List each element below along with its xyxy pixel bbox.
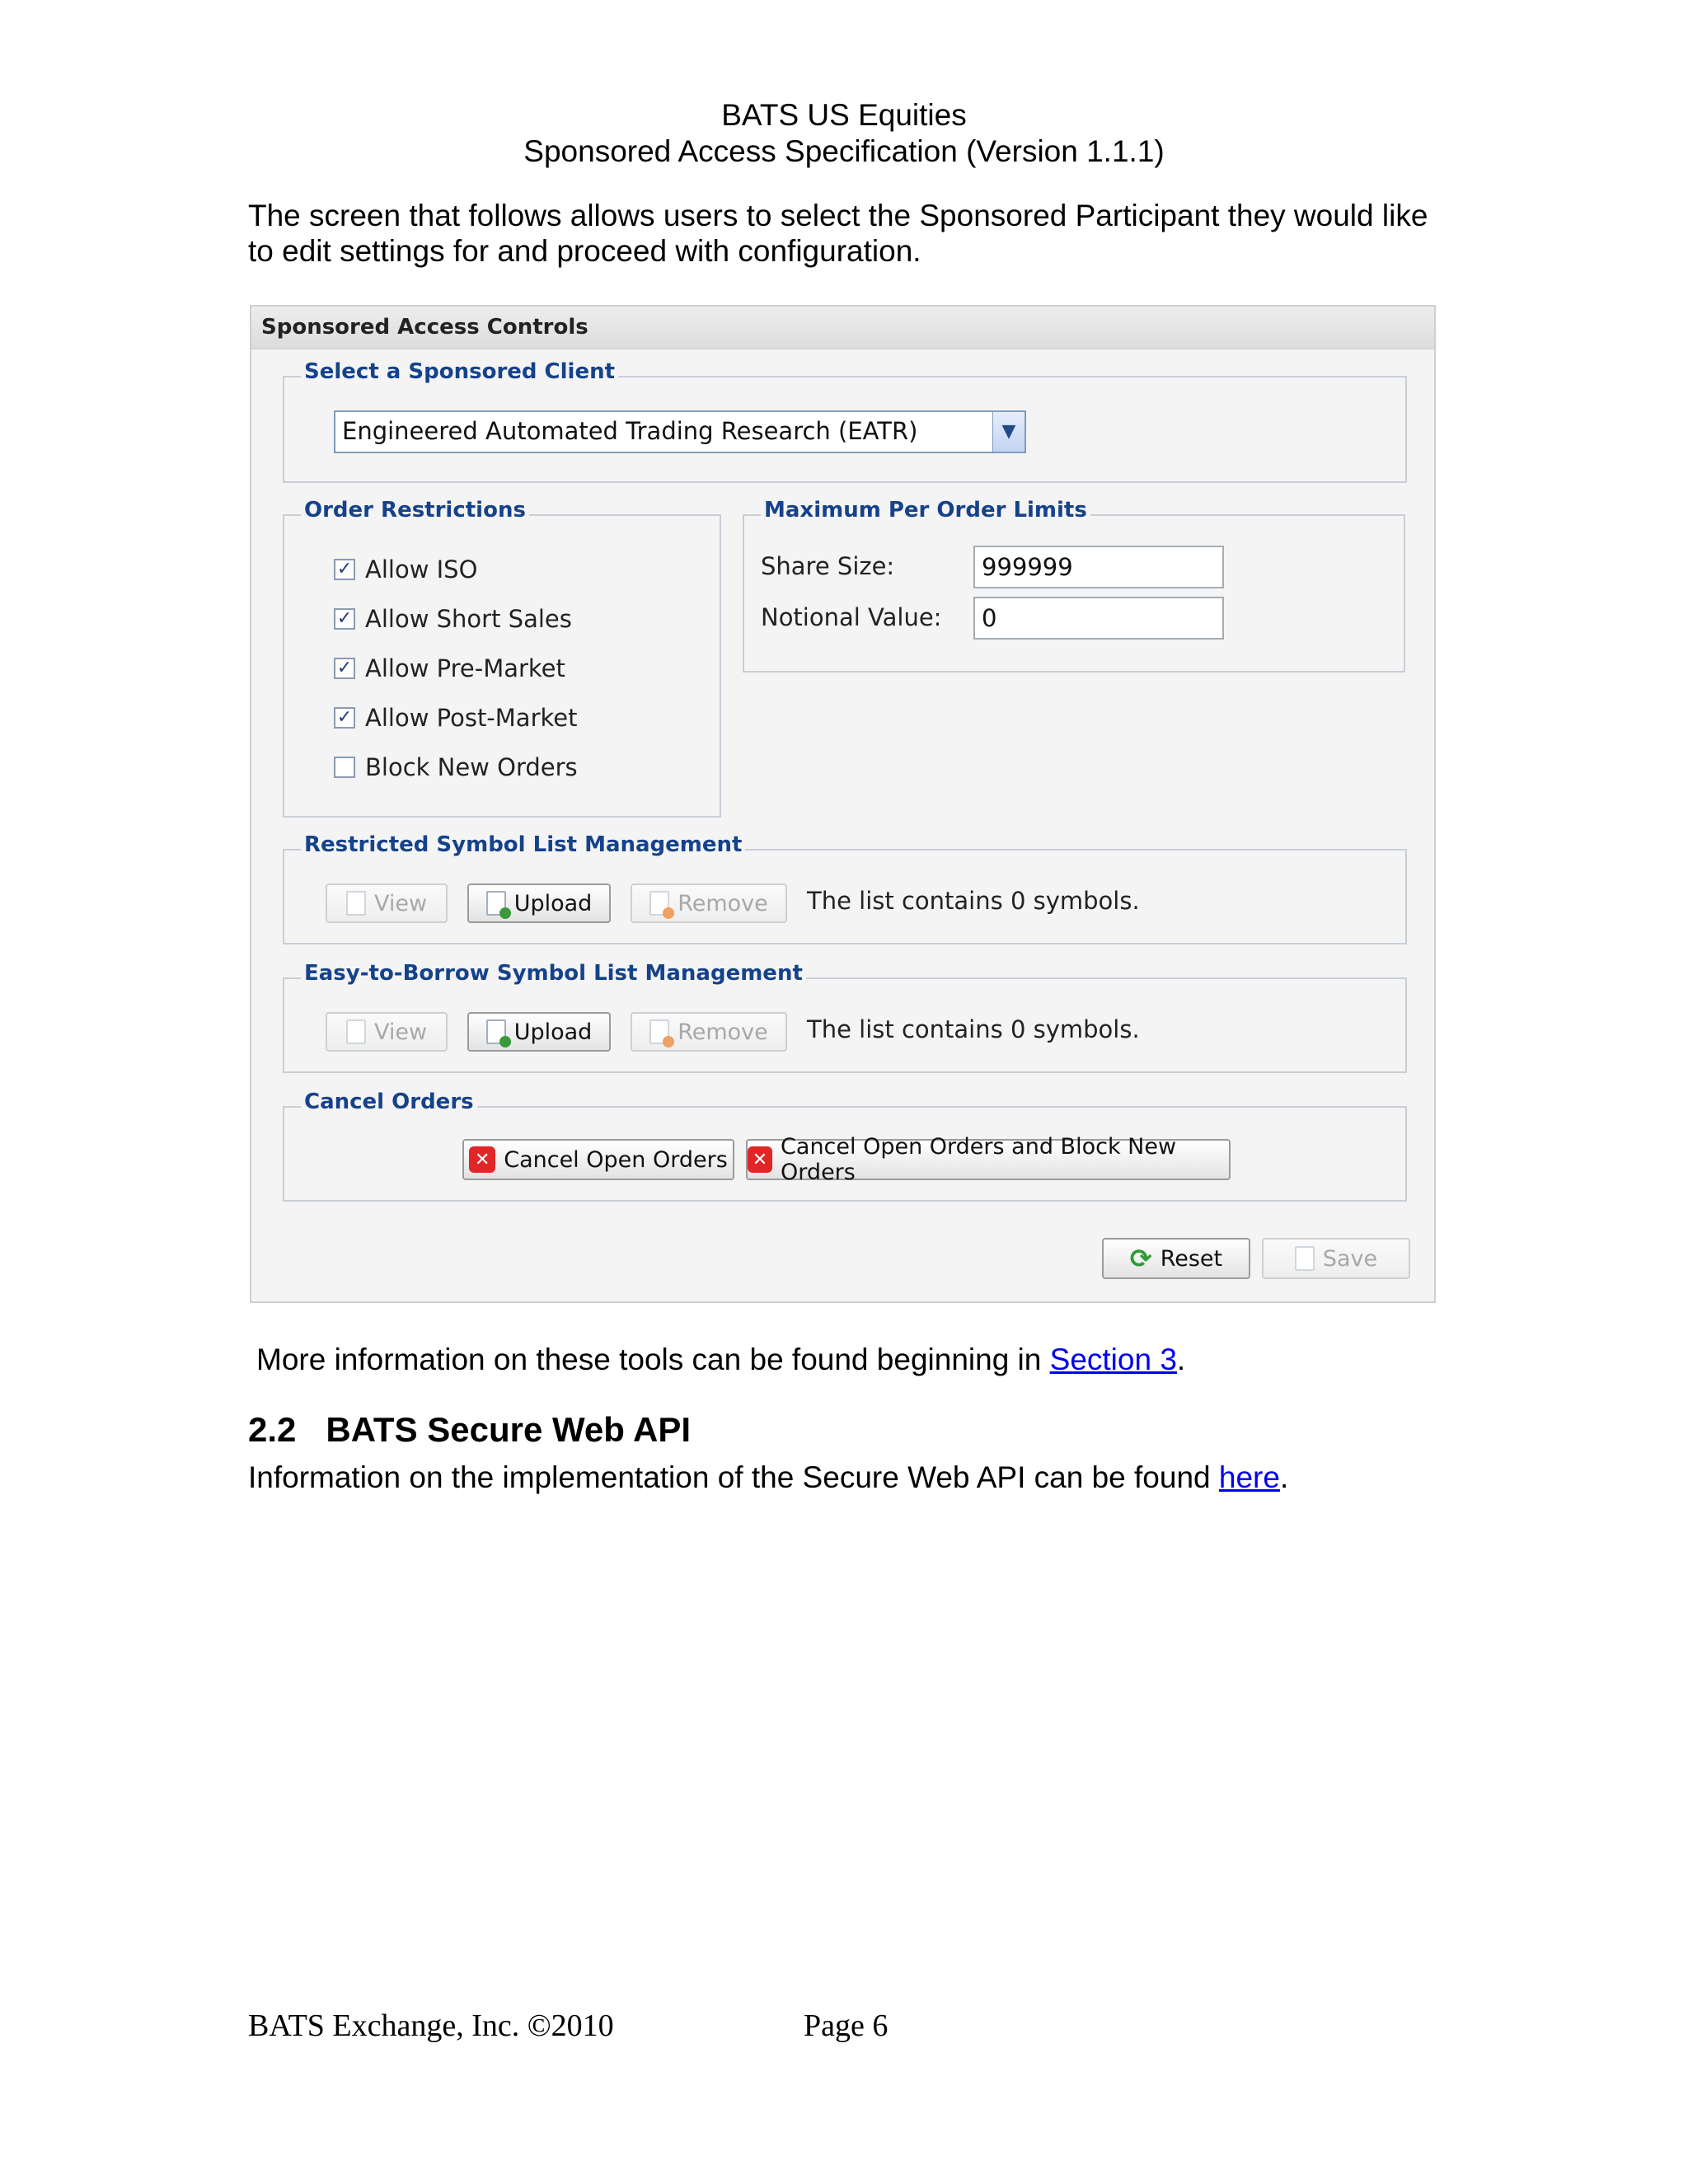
share-size-label: Share Size: [761, 552, 895, 580]
restricted-view-label: View [373, 890, 428, 916]
save-icon [1295, 1246, 1315, 1271]
more-info-paragraph [256, 1342, 1185, 1378]
footer-company: BATS Exchange, Inc. ©2010 [248, 2008, 614, 2043]
restricted-view-button[interactable] [326, 883, 448, 923]
allow-iso-label: Allow ISO [365, 555, 478, 583]
restricted-list-legend: Restricted Symbol List Management [301, 832, 745, 857]
section-paragraph [248, 1460, 1288, 1496]
block-new-orders-label: Block New Orders [365, 753, 578, 781]
limits-group [743, 498, 1405, 673]
etb-remove-label: Remove [678, 1019, 768, 1045]
sponsored-access-panel [250, 305, 1436, 1303]
order-restrictions-group [283, 498, 721, 818]
cancel-open-orders-button[interactable] [462, 1139, 734, 1180]
section-title: BATS Secure Web API [326, 1410, 692, 1449]
section-number: 2.2 [248, 1410, 297, 1449]
etb-upload-button[interactable] [467, 1012, 611, 1052]
view-doc-icon [346, 1019, 366, 1044]
allow-pre-market-label: Allow Pre-Market [365, 654, 565, 682]
intro-line-2: to edit settings for and proceed with configuration. [248, 234, 921, 268]
cancel-orders-group [283, 1090, 1407, 1202]
save-label: Save [1322, 1245, 1378, 1272]
notional-value-input[interactable]: 0 [973, 597, 1224, 640]
cancel-and-block-button[interactable] [746, 1134, 1231, 1185]
upload-icon [486, 891, 506, 916]
intro-line-1: The screen that follows allows users to select the Sponsored Participant they would like [248, 199, 1428, 232]
restricted-upload-button[interactable] [467, 883, 611, 923]
upload-icon [486, 1019, 506, 1044]
client-group [283, 359, 1407, 483]
remove-icon [649, 1019, 669, 1044]
client-select[interactable] [334, 410, 1026, 453]
etb-upload-label: Upload [513, 1019, 593, 1045]
block-new-orders-checkbox[interactable] [334, 757, 355, 778]
restricted-remove-label: Remove [678, 890, 768, 916]
reset-button[interactable] [1102, 1238, 1250, 1279]
notional-value-label: Notional Value: [761, 603, 942, 631]
chevron-down-icon[interactable]: ▼ [992, 412, 1025, 452]
cancel-and-block-label: Cancel Open Orders and Block New Orders [781, 1134, 1177, 1185]
section-heading [248, 1410, 691, 1450]
cancel-orders-legend: Cancel Orders [301, 1090, 477, 1114]
etb-remove-button[interactable] [631, 1012, 787, 1052]
more-info-end: . [1176, 1343, 1186, 1376]
allow-iso-checkbox[interactable]: ✓ [334, 559, 355, 580]
doc-header-subtitle: Sponsored Access Specification (Version 1.1.1) [523, 134, 1165, 168]
etb-list-legend: Easy-to-Borrow Symbol List Management [301, 961, 806, 986]
restricted-list-group [283, 832, 1407, 944]
share-size-input[interactable]: 999999 [973, 546, 1224, 588]
allow-pre-market-row[interactable] [334, 654, 565, 682]
here-link[interactable]: here [1218, 1460, 1280, 1494]
order-restrictions-legend: Order Restrictions [301, 498, 529, 523]
limits-legend: Maximum Per Order Limits [761, 498, 1090, 523]
etb-list-info: The list contains 0 symbols. [807, 1015, 1140, 1043]
view-doc-icon [346, 891, 366, 916]
allow-post-market-checkbox[interactable]: ✓ [334, 707, 355, 729]
allow-short-sales-label: Allow Short Sales [365, 605, 572, 633]
refresh-icon: ⟳ [1129, 1243, 1152, 1274]
block-new-orders-row[interactable] [334, 753, 578, 781]
allow-iso-row[interactable] [334, 555, 477, 583]
etb-list-group [283, 961, 1407, 1073]
allow-short-sales-row[interactable] [334, 605, 572, 633]
close-icon: ✕ [469, 1146, 495, 1173]
restricted-remove-button[interactable] [631, 883, 787, 923]
client-group-legend: Select a Sponsored Client [301, 359, 618, 384]
section-end: . [1279, 1460, 1289, 1494]
etb-view-label: View [373, 1019, 428, 1045]
remove-icon [649, 891, 669, 916]
allow-pre-market-checkbox[interactable]: ✓ [334, 658, 355, 679]
restricted-list-info: The list contains 0 symbols. [807, 887, 1140, 915]
reset-label: Reset [1160, 1245, 1223, 1272]
allow-short-sales-checkbox[interactable]: ✓ [334, 608, 355, 630]
doc-header-title: BATS US Equities [721, 98, 967, 132]
close-icon: ✕ [748, 1146, 772, 1173]
cancel-open-orders-label: Cancel Open Orders [504, 1146, 728, 1173]
allow-post-market-row[interactable] [334, 704, 577, 732]
more-info-text: More information on these tools can be found beginning in [256, 1343, 1050, 1376]
panel-title: Sponsored Access Controls [251, 307, 1434, 349]
save-button[interactable] [1262, 1238, 1410, 1279]
restricted-upload-label: Upload [513, 890, 593, 916]
etb-view-button[interactable] [326, 1012, 448, 1052]
section-text: Information on the implementation of the Secure Web API can be found [248, 1460, 1219, 1494]
section-3-link[interactable]: Section 3 [1049, 1343, 1177, 1376]
client-select-value: Engineered Automated Trading Research (EATR) [342, 417, 918, 445]
allow-post-market-label: Allow Post-Market [365, 704, 578, 732]
footer-page-number: Page 6 [804, 2008, 889, 2043]
